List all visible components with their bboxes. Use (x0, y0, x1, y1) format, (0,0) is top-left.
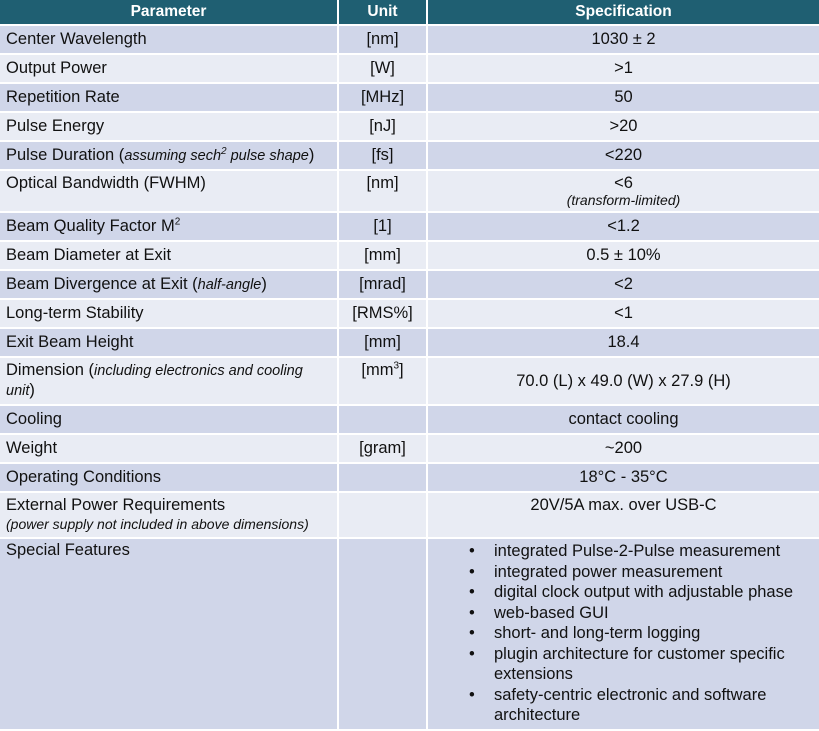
list-item: • digital clock output with adjustable phase (469, 582, 813, 603)
list-item: • web-based GUI (469, 603, 813, 624)
param-cell: Operating Conditions (0, 463, 338, 492)
list-item: • short- and long-term logging (469, 623, 813, 644)
param-cell: Center Wavelength (0, 25, 338, 54)
spec-value: <6 (614, 174, 633, 192)
row-external-power (0, 492, 819, 538)
row-exit-beam-height (0, 328, 819, 357)
spec-cell (427, 170, 819, 212)
unit-cell: [mm] (338, 241, 427, 270)
spec-cell: 18.4 (427, 328, 819, 357)
list-item: • plugin architecture for customer specific extensions (469, 644, 813, 685)
row-repetition-rate (0, 83, 819, 112)
note-text: assuming sech (124, 147, 222, 164)
header-parameter: Parameter (0, 0, 338, 25)
spec-cell: <1 (427, 299, 819, 328)
spec-cell: 18°C - 35°C (427, 463, 819, 492)
param-cell (0, 141, 338, 170)
spec-cell: contact cooling (427, 405, 819, 434)
unit-cell: [RMS%] (338, 299, 427, 328)
param-cell: Repetition Rate (0, 83, 338, 112)
unit-cell (338, 463, 427, 492)
spec-cell: <1.2 (427, 212, 819, 241)
param-cell: Cooling (0, 405, 338, 434)
spec-note: (transform-limited) (566, 192, 681, 208)
param-label: Beam Quality Factor M (6, 217, 175, 235)
unit-cell: [W] (338, 54, 427, 83)
note-superscript: 2 (221, 145, 227, 157)
row-optical-bandwidth (0, 170, 819, 212)
spec-cell: >20 (427, 112, 819, 141)
row-special-features (0, 538, 819, 730)
param-cell: Exit Beam Height (0, 328, 338, 357)
spec-cell (427, 538, 819, 730)
param-cell (0, 357, 338, 405)
param-close: ) (261, 274, 267, 293)
unit-cell (338, 492, 427, 538)
param-note (124, 145, 309, 164)
param-label: External Power Requirements (6, 496, 226, 514)
param-cell (0, 212, 338, 241)
param-cell: Optical Bandwidth (FWHM) (0, 170, 338, 212)
row-pulse-energy (0, 112, 819, 141)
spec-cell: 20V/5A max. over USB-C (427, 492, 819, 538)
unit-close: ] (399, 361, 404, 379)
param-note: (power supply not included in above dimensions) (6, 516, 309, 532)
row-center-wavelength (0, 25, 819, 54)
param-cell: Pulse Energy (0, 112, 338, 141)
unit-cell: [nm] (338, 25, 427, 54)
unit-cell: [1] (338, 212, 427, 241)
spec-cell: 70.0 (L) x 49.0 (W) x 27.9 (H) (427, 357, 819, 405)
row-long-term-stability (0, 299, 819, 328)
unit-cell: [mm] (338, 328, 427, 357)
unit-cell (338, 357, 427, 405)
param-cell: Weight (0, 434, 338, 463)
param-cell (0, 492, 338, 538)
spec-cell: <2 (427, 270, 819, 299)
unit-label: [mm (361, 361, 394, 379)
note-text-end: pulse shape (226, 147, 309, 164)
row-beam-quality (0, 212, 819, 241)
param-label: Dimension ( (6, 361, 95, 379)
param-label: Pulse Duration ( (6, 145, 125, 164)
param-note: including electronics and cooling unit (6, 363, 303, 399)
param-close: ) (308, 145, 315, 164)
list-item: • integrated power measurement (469, 562, 813, 583)
header-unit: Unit (338, 0, 427, 25)
row-operating-conditions (0, 463, 819, 492)
unit-superscript: 3 (393, 360, 400, 372)
param-cell: Special Features (0, 538, 338, 730)
spec-cell: >1 (427, 54, 819, 83)
param-cell: Beam Diameter at Exit (0, 241, 338, 270)
unit-cell: [nm] (338, 170, 427, 212)
row-dimension (0, 357, 819, 405)
unit-cell: [mrad] (338, 270, 427, 299)
list-item: • integrated Pulse-2-Pulse measurement (469, 541, 813, 562)
spec-cell: 0.5 ± 10% (427, 241, 819, 270)
header-specification: Specification (427, 0, 819, 25)
row-weight (0, 434, 819, 463)
param-cell (0, 270, 338, 299)
param-close: ) (29, 381, 35, 399)
spec-cell: 1030 ± 2 (427, 25, 819, 54)
spec-cell: ~200 (427, 434, 819, 463)
unit-cell (338, 405, 427, 434)
row-output-power (0, 54, 819, 83)
row-cooling (0, 405, 819, 434)
unit-cell: [nJ] (338, 112, 427, 141)
row-beam-diameter (0, 241, 819, 270)
spec-cell: 50 (427, 83, 819, 112)
row-pulse-duration (0, 141, 819, 170)
features-list (434, 541, 813, 726)
param-superscript: 2 (174, 216, 181, 228)
param-note: half-angle (197, 276, 262, 293)
param-cell: Long-term Stability (0, 299, 338, 328)
unit-cell: [gram] (338, 434, 427, 463)
spec-cell: <220 (427, 141, 819, 170)
header-row (0, 0, 819, 25)
unit-cell (338, 538, 427, 730)
param-cell: Output Power (0, 54, 338, 83)
list-item: • safety-centric electronic and software architecture (469, 685, 813, 726)
unit-cell: [fs] (338, 141, 427, 170)
param-label: Beam Divergence at Exit ( (6, 274, 198, 293)
row-beam-divergence (0, 270, 819, 299)
unit-cell: [MHz] (338, 83, 427, 112)
